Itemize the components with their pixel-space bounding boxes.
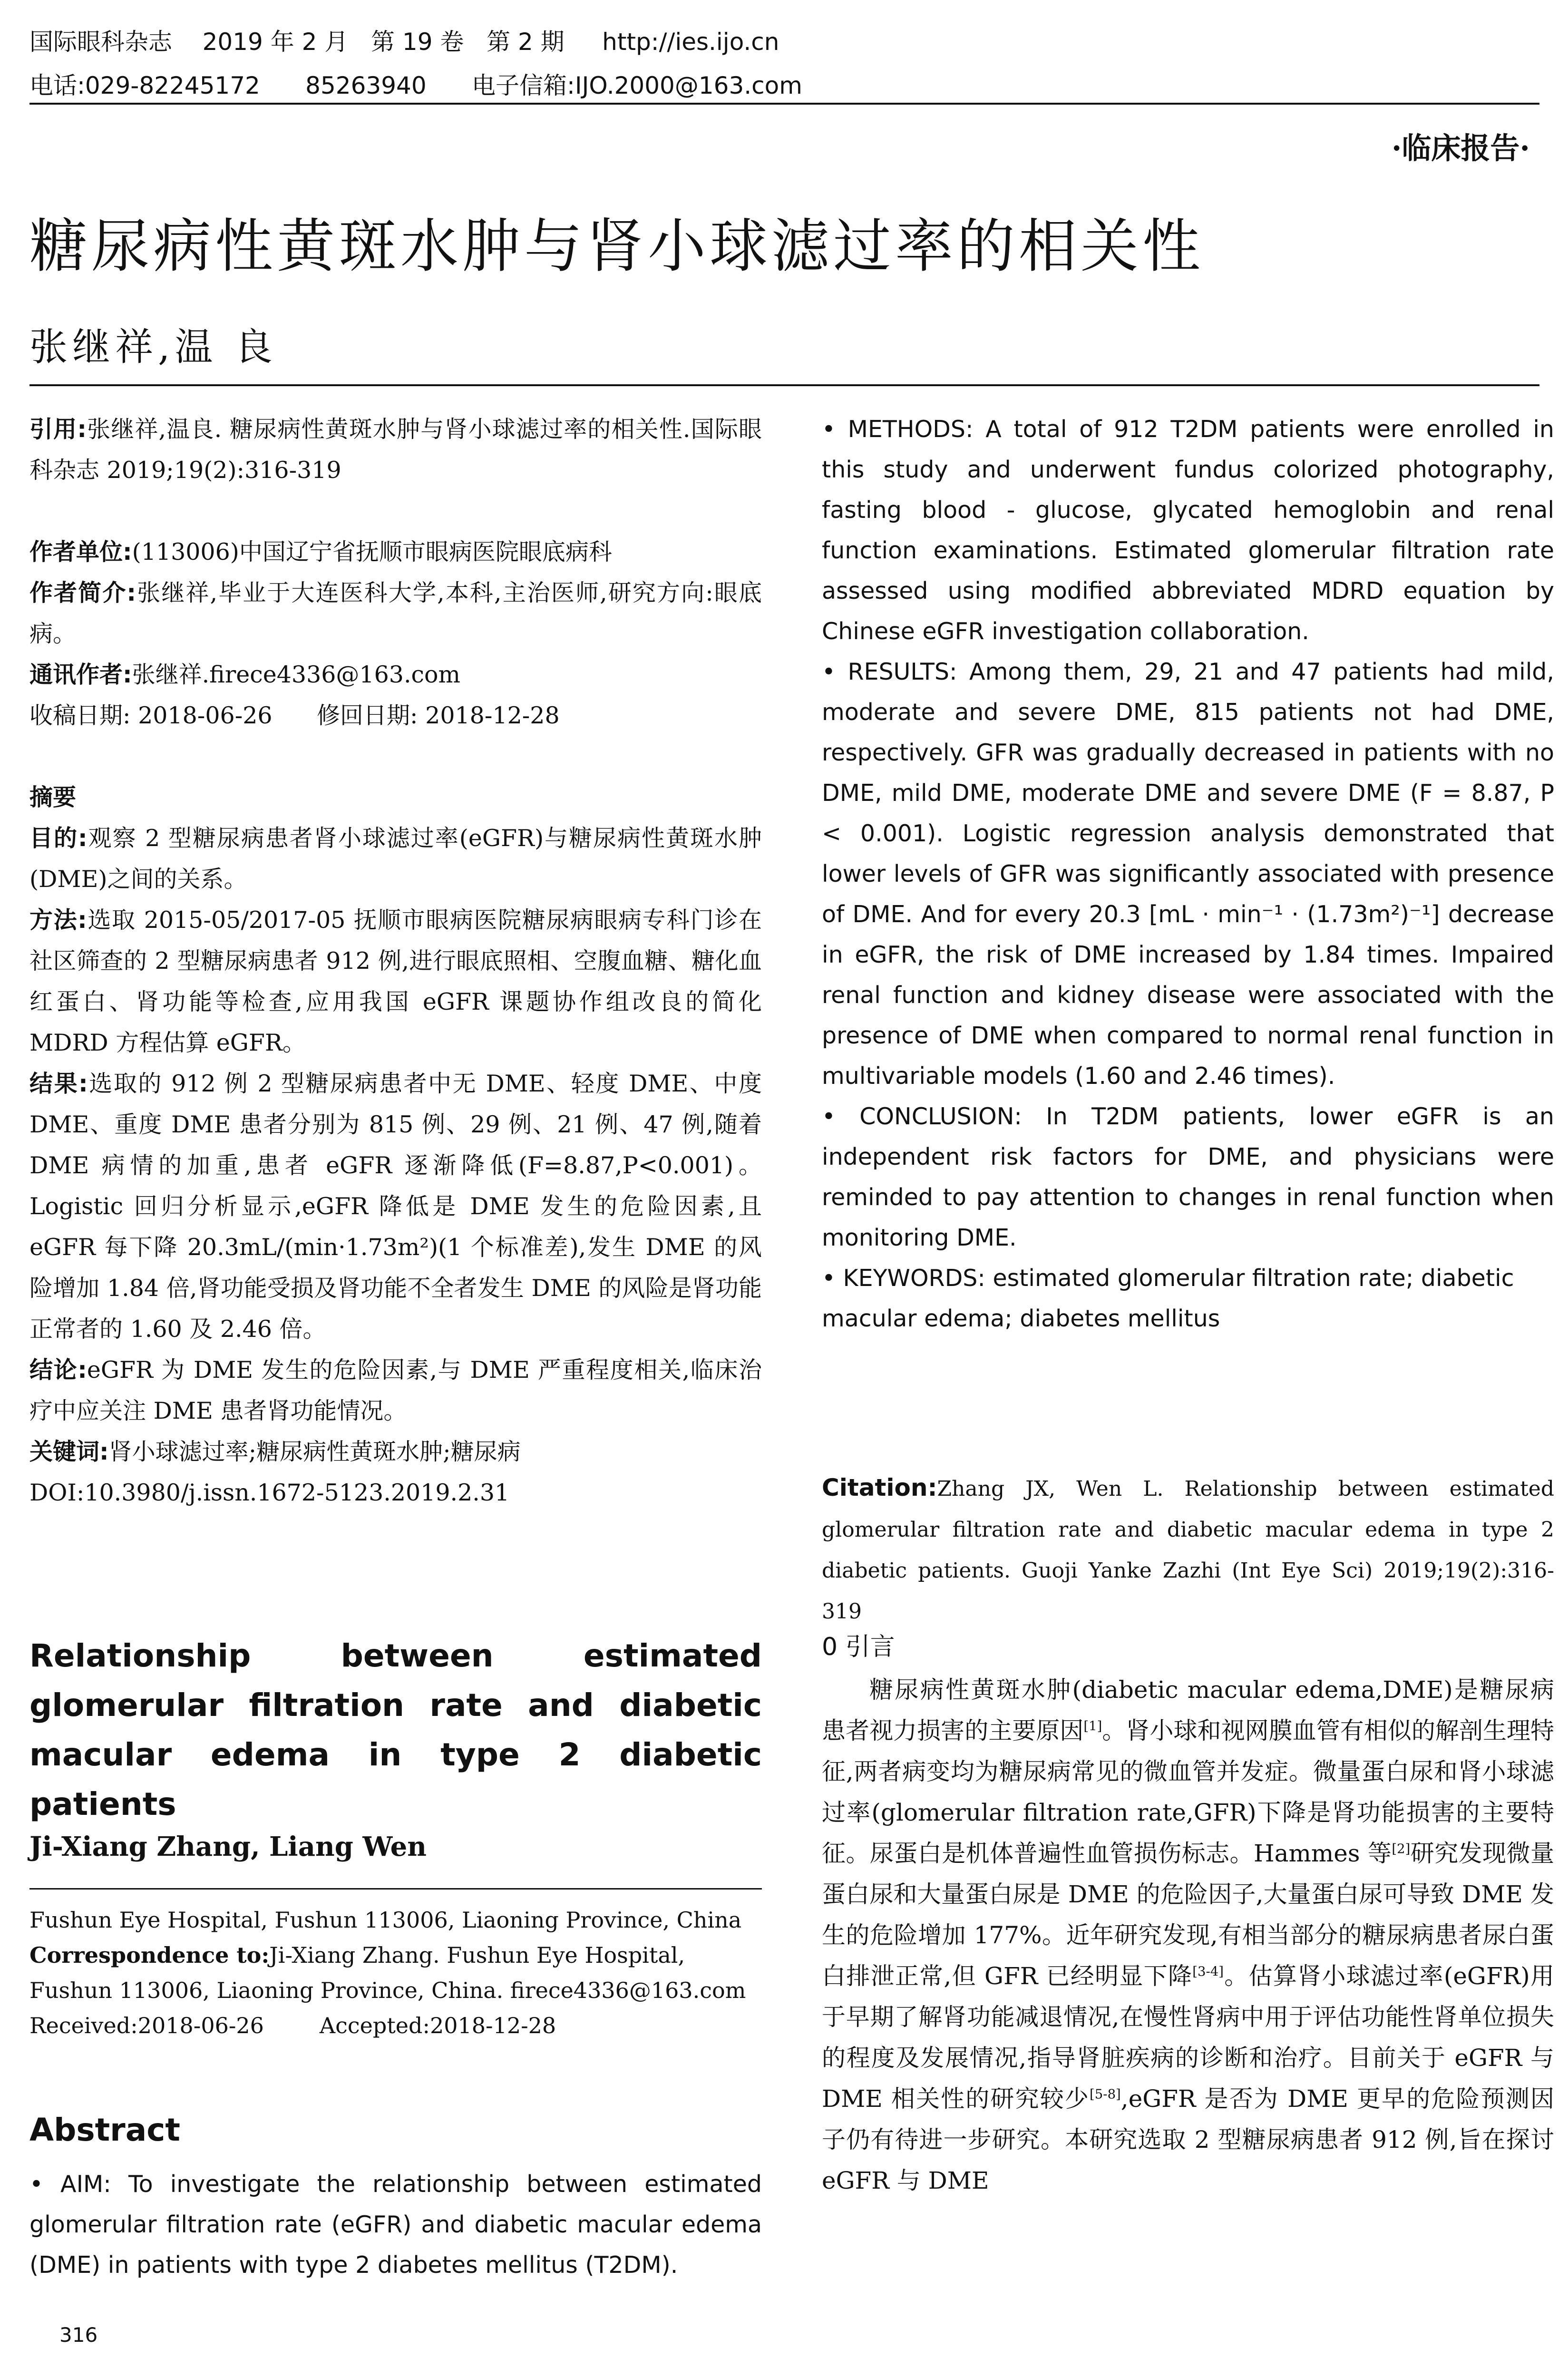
author-bio-label: 作者简介: bbox=[29, 579, 136, 606]
page-number: 316 bbox=[59, 2323, 98, 2347]
intro-heading: 0 引言 bbox=[822, 1633, 895, 1661]
keywords-label: 关键词: bbox=[29, 1438, 109, 1465]
abstract-conclusion-cn bbox=[29, 1350, 762, 1432]
corresponding-author-label: 通讯作者: bbox=[29, 661, 132, 688]
english-citation-text: Zhang JX, Wen L. Relationship between estimated glomerular filtration rate and diabetic macular edema in type 2 diabetic patients. Guoji Yanke Zazhi (Int Eye Sci) 2019;19(2):316-319 bbox=[822, 1477, 1554, 1624]
abstract-heading-cn: 摘要 bbox=[29, 784, 77, 811]
english-abstract-aim: • AIM: To investigate the relationship between estimated glomerular filtration rate (eGFR) and diabetic macular edema (DME) in patients with type 2 diabetes mellitus (T2DM). bbox=[29, 2171, 762, 2279]
abstract-aim-cn bbox=[29, 818, 762, 900]
english-abstract-methods: • METHODS: A total of 912 T2DM patients were enrolled in this study and underwent fundus colorized photography, fasting blood - glucose, glycated hemoglobin and renal function examinations. Estimated glomerular filtration rate assessed using modified abbreviated MDRD equation by Chinese eGFR investigation collaboration. bbox=[822, 416, 1554, 645]
reference-3-4[interactable]: [3-4] bbox=[1192, 1964, 1224, 1979]
english-citation bbox=[822, 1467, 1554, 1632]
english-abstract-results: • RESULTS: Among them, 29, 21 and 47 patients had mild, moderate and severe DME, 815 patients not had DME, respectively. GFR was gradually decreased in patients with no DME, mild DME, moderate DME and severe DME (F = 8.87, P < 0.001). Logistic regression analysis demonstrated that lower levels of GFR was significantly associated with presence of DME. And for every 20.3 [mL · min⁻¹ · (1.73m²)⁻¹] decrease in eGFR, the risk of DME increased by 1.84 times. Impaired renal function and kidney disease were associated with the presence of DME when compared to normal renal function in multivariable models (1.60 and 2.46 times). bbox=[822, 658, 1554, 1090]
header-rule bbox=[29, 103, 1539, 105]
english-corr-text: Ji-Xiang Zhang. Fushun Eye Hospital, Fushun 113006, Liaoning Province, China. firece4336@163.com bbox=[29, 1942, 746, 2003]
abstract-methods-cn bbox=[29, 900, 762, 1063]
intro-text-2: 。肾小球和视网膜血管有相似的解剖生理特征,两者病变均为糖尿病常见的微血管并发症。微量蛋白尿和肾小球滤过率(glomerular filtration rate,GFR)下降是肾功能损害的主要特征。尿蛋白是机体普遍性血管损伤标志。Hammes 等 bbox=[822, 1717, 1555, 1867]
results-text: 选取的 912 例 2 型糖尿病患者中无 DME、轻度 DME、中度 DME、重度 DME 患者分别为 815 例、29 例、21 例、47 例,随着 DME 病情的加重,患者 eGFR 逐渐降低(F=8.87,P<0.001)。Logistic 回归分析显示,eGFR 降低是 DME 发生的危险因素,且 eGFR 每下降 20.3mL/(min·1.73m²)(1 个标准差),发生 DME 的风险增加 1.84 倍,肾功能受损及肾功能不全者发生 DME 的风险是肾功能正常者的 1.60 及 2.46 倍。 bbox=[29, 1070, 762, 1343]
author-bio-text: 张继祥,毕业于大连医科大学,本科,主治医师,研究方向:眼底病。 bbox=[29, 579, 762, 647]
title-rule bbox=[29, 384, 1539, 386]
conclusion-label: 结论: bbox=[29, 1356, 87, 1383]
english-received: Received:2018-06-26 Accepted:2018-12-28 bbox=[29, 2013, 556, 2038]
right-column-abstract bbox=[822, 409, 1554, 1339]
reference-2[interactable]: [2] bbox=[1392, 1841, 1411, 1857]
citation-cn-label: 引用: bbox=[29, 416, 87, 443]
intro-text-4: 。估算肾小球滤过率(eGFR)用于早期了解肾功能减退情况,在慢性肾病中用于评估功能性肾单位损失的程度及发展情况,指导肾脏疾病的诊断和治疗。目前关于 eGFR 与 DME 相关性的研究较少 bbox=[822, 1962, 1554, 2113]
aim-text: 观察 2 型糖尿病患者肾小球滤过率(eGFR)与糖尿病性黄斑水肿(DME)之间的关系。 bbox=[29, 825, 762, 893]
keywords-text: 肾小球滤过率;糖尿病性黄斑水肿;糖尿病 bbox=[108, 1438, 521, 1465]
english-affiliation bbox=[29, 1902, 762, 2043]
intro-text-3: 研究发现微量蛋白尿和大量蛋白尿是 DME 的危险因子,大量蛋白尿可导致 DME 发生的危险增加 177%。近年研究发现,有相当部分的糖尿病患者尿白蛋白排泄正常,但 GFR 已经明显下降 bbox=[822, 1840, 1554, 1990]
english-title: Relationship between estimated glomerular filtration rate and diabetic macular edema in type 2 diabetic patients bbox=[29, 1637, 762, 1822]
english-correspondence bbox=[29, 1938, 762, 2008]
aim-label: 目的: bbox=[29, 825, 88, 852]
citation-cn bbox=[29, 409, 762, 491]
english-keywords: • KEYWORDS: estimated glomerular filtration rate; diabetic macular edema; diabetes mellitus bbox=[822, 1265, 1514, 1332]
reference-5-8[interactable]: [5-8] bbox=[1090, 2086, 1121, 2102]
abstract-results-cn bbox=[29, 1063, 762, 1350]
intro-text-1: 糖尿病性黄斑水肿(diabetic macular edema,DME)是糖尿病患者视力损害的主要原因 bbox=[822, 1676, 1554, 1744]
keywords-cn bbox=[29, 1432, 762, 1472]
author-unit-text: (113006)中国辽宁省抚顺市眼病医院眼底病科 bbox=[132, 538, 612, 565]
citation-cn-text: 张继祥,温良. 糖尿病性黄斑水肿与肾小球滤过率的相关性.国际眼科杂志 2019;19(2):316-319 bbox=[29, 416, 762, 484]
intro-paragraph bbox=[822, 1669, 1554, 2201]
methods-text: 选取 2015-05/2017-05 抚顺市眼病医院糖尿病眼病专科门诊在社区筛查的 2 型糖尿病患者 912 例,进行眼底照相、空腹血糖、糖化血红蛋白、肾功能等检查,应用我国 eGFR 课题协作组改良的简化 MDRD 方程估算 eGFR。 bbox=[29, 906, 762, 1056]
english-abstract-conclusion: • CONCLUSION: In T2DM patients, lower eGFR is an independent risk factors for DME, and physicians were reminded to pay attention to changes in renal function when monitoring DME. bbox=[822, 1103, 1554, 1251]
author-bio bbox=[29, 573, 762, 654]
journal-header-line2: 电话:029-82245172 85263940 电子信箱:IJO.2000@163.com bbox=[29, 72, 802, 99]
methods-label: 方法: bbox=[29, 906, 87, 934]
section-label: ·临床报告· bbox=[1391, 131, 1530, 166]
english-authors: Ji-Xiang Zhang, Liang Wen bbox=[29, 1831, 427, 1862]
english-corr-label: Correspondence to: bbox=[29, 1942, 270, 1968]
conclusion-text: eGFR 为 DME 发生的危险因素,与 DME 严重程度相关,临床治疗中应关注 DME 患者肾功能情况。 bbox=[29, 1356, 762, 1424]
english-authors-rule bbox=[29, 1888, 762, 1890]
english-citation-label: Citation: bbox=[822, 1474, 937, 1501]
left-column bbox=[29, 409, 762, 1513]
affiliation-line: Fushun Eye Hospital, Fushun 113006, Liaoning Province, China bbox=[29, 1907, 742, 1933]
doi: DOI:10.3980/j.issn.1672-5123.2019.2.31 bbox=[29, 1479, 510, 1506]
english-abstract-heading: Abstract bbox=[29, 2112, 180, 2148]
author-unit bbox=[29, 532, 762, 573]
article-authors: 张继祥,温 良 bbox=[29, 325, 277, 369]
intro-text-5: ,eGFR 是否为 DME 更早的危险预测因子仍有待进一步研究。本研究选取 2 型糖尿病患者 912 例,旨在探讨 eGFR 与 DME bbox=[822, 2085, 1554, 2194]
results-label: 结果: bbox=[29, 1070, 88, 1097]
author-unit-label: 作者单位: bbox=[29, 538, 132, 565]
journal-header-line1: 国际眼科杂志 2019 年 2 月 第 19 卷 第 2 期 http://ies.ijo.cn bbox=[29, 28, 779, 56]
reference-1[interactable]: [1] bbox=[1083, 1718, 1102, 1734]
article-title: 糖尿病性黄斑水肿与肾小球滤过率的相关性 bbox=[29, 213, 1204, 280]
corresponding-author-text: 张继祥.firece4336@163.com bbox=[132, 661, 460, 688]
received-dates-cn: 收稿日期: 2018-06-26 修回日期: 2018-12-28 bbox=[29, 702, 560, 729]
corresponding-author bbox=[29, 654, 762, 695]
